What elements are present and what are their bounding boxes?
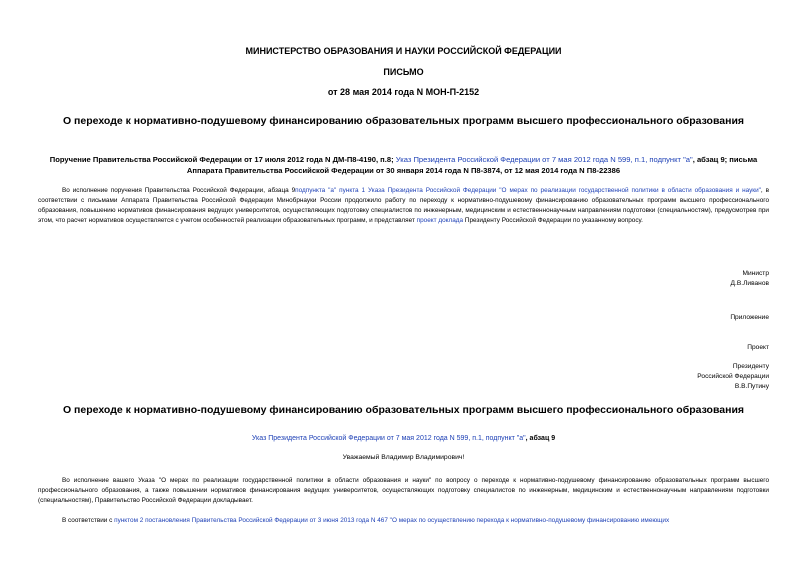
addressee-line-3: В.В.Путину [734, 383, 769, 390]
document-date: от 28 мая 2014 года N МОН-П-2152 [327, 87, 480, 97]
report-paragraph-1: Во исполнение вашего Указа "О мерах по реализации государственной политики в области образования и науки" по вопросу о переходе к нормативно-подушевому финансированию образовательных программ высшего профессионального образования, а также повышении нормативов финансирования ведущих университетов, осуществляющих подготовку специалистов по инженерным, медицинским и естественнонаучным направлениям подготовки (специальностям), Правительство Российской Федерации докладывает. [38, 477, 769, 504]
addressee-line-2: Российской Федерации [697, 373, 769, 380]
report-basis: Указ Президента Российской Федерации от 7 мая 2012 года N 599, п.1, подпункт "а", абзац 9 [251, 435, 556, 442]
addressee-block [697, 362, 769, 392]
signature-name: Д.В.Ливанов [730, 280, 769, 287]
report-paragraph-2 [38, 516, 769, 526]
para1-text-1: Во исполнение поручения Правительства Российской Федерации, абзаца 9 [62, 187, 296, 194]
para3-text-1: В соответствии с [62, 517, 115, 524]
para3-link-resolution[interactable]: пунктом 2 постановления Правительства Российской Федерации от 3 июня 2013 года N 467 "О мерах по осуществлению перехода к нормативно-подушевому финансированию имеющих [114, 517, 670, 524]
report-basis-link-subpoint[interactable]: п.1, подпункт "а" [472, 435, 526, 442]
basis-text-2: , абзац 9; письма Аппарата Правительства Российской Федерации от 30 января 2014 года N П8-3874, от 12 мая 2014 года N П8-22386 [186, 155, 758, 175]
document-title: О переходе к нормативно-подушевому финансированию образовательных программ высшего профессионального образования [62, 115, 745, 127]
document-type: ПИСЬМО [383, 67, 424, 77]
para1-link-decree[interactable]: подпункта "а" пункта 1 Указа Президента Российской Федерации "О мерах по реализации государственной политики в области образования и науки" [295, 187, 761, 194]
project-label: Проект [747, 344, 769, 351]
greeting: Уважаемый Владимир Владимирович! [342, 454, 465, 461]
report-basis-text: , абзац 9 [525, 435, 556, 442]
basis-link-subpoint[interactable]: п.1, подпункт "а" [634, 155, 693, 164]
appendix-label: Приложение [730, 314, 769, 321]
addressee-line-1: Президенту [732, 363, 769, 370]
ministry-header: МИНИСТЕРСТВО ОБРАЗОВАНИЯ И НАУКИ РОССИЙСКОЙ ФЕДЕРАЦИИ [245, 46, 562, 56]
para1-text-2: , в соответствии с письмами Аппарата Правительства Российской Федерации Минобрнауки России продолжило работу по переходу к нормативно-подушевому финансированию образовательных программ высшего профессионального образования, повышению нормативов финансирования ведущих университетов, осуществляющих подготовку специалистов по инженерным, медицинским и естественнонаучным направлениям подготовки (специальностям), предусмотрев при этом, что расчет нормативов осуществляется с учетом особенностей реализации образовательных программ, и представляет [38, 187, 770, 224]
report-basis-link-decree[interactable]: Указ Президента Российской Федерации от 7 мая 2012 года N 599 [251, 435, 469, 442]
para1-text-3: Президенту Российской Федерации по указанному вопросу. [463, 216, 643, 224]
basis-link-decree[interactable]: Указ Президента Российской Федерации от 7 мая 2012 года N 599 [395, 155, 631, 164]
signature-position: Министр [742, 270, 769, 277]
report-title: О переходе к нормативно-подушевому финансированию образовательных программ высшего профессионального образования [62, 404, 745, 416]
basis-text-1: Поручение Правительства Российской Федерации от 17 июля 2012 года N ДМ-П8-4190, п.8; [49, 155, 394, 164]
document-basis: Поручение Правительства Российской Федерации от 17 июля 2012 года N ДМ-П8-4190, п.8; Указ Президента Российской Федерации от 7 мая 2012 года N 599, п.1, подпункт "а", абзац 9; письма Аппарата Правительства Российской Федерации от 30 января 2014 года N П8-3874, от 12 мая 2014 года N П8-22386 [49, 155, 758, 175]
signature-block [731, 269, 769, 289]
para1-link-draft-report[interactable]: проект доклада [416, 216, 464, 224]
letter-paragraph-1 [38, 186, 769, 226]
